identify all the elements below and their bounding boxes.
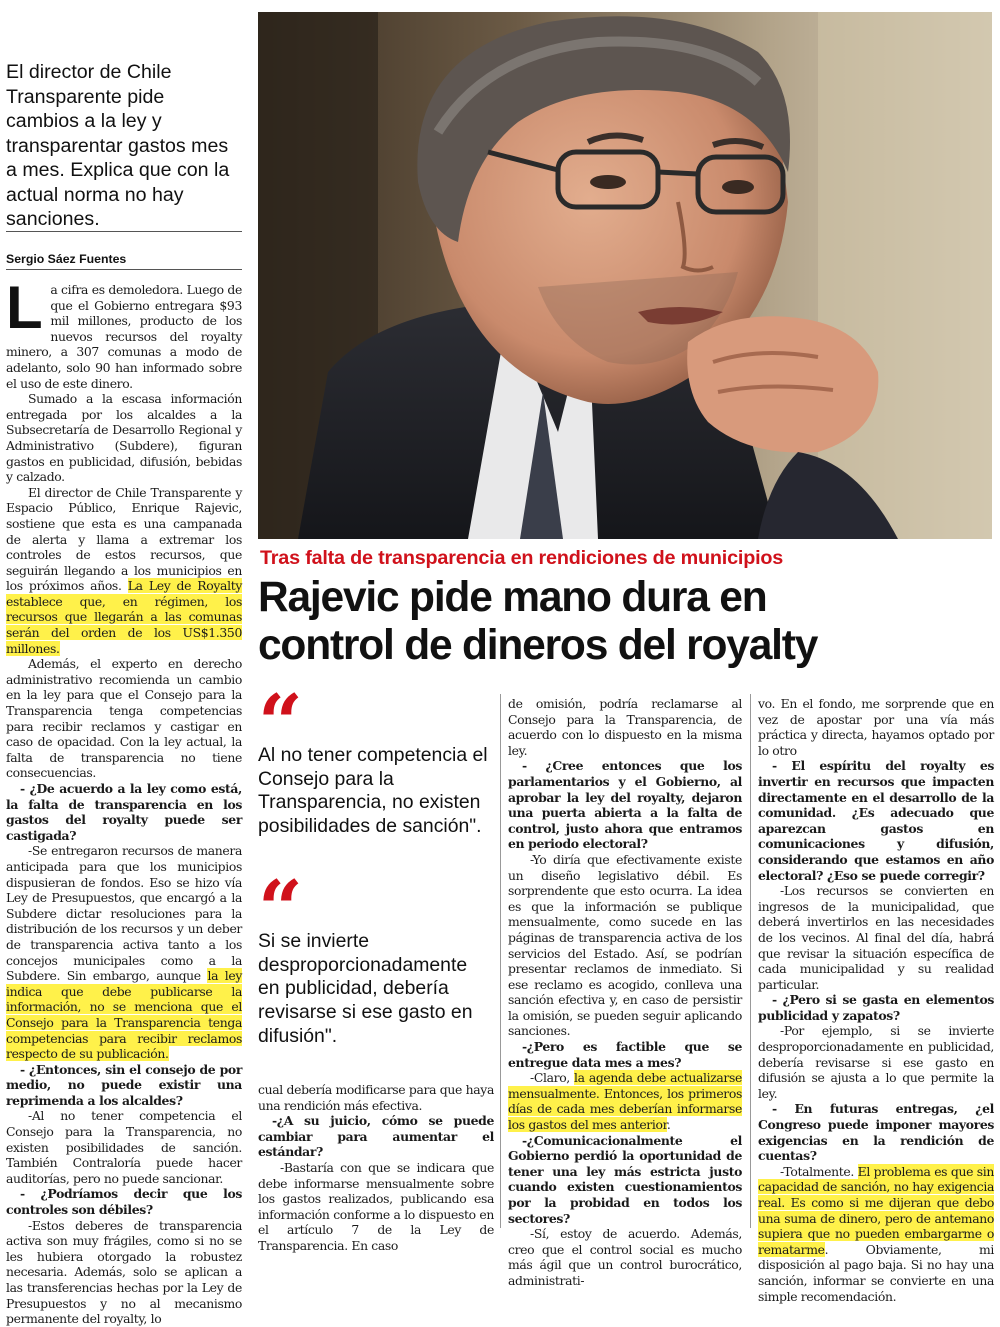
interview-answer: -Yo diría que efectivamente existe un diseño legislativo débil. Es sorprendente que esto ocurra. La idea es que la información se publique mensualmente, como sucede en las páginas de transparencia activa de los servicios del Estado. Así, se podrían presentar reclamos de inmediato. Si ese reclamo es acogido, conlleva una sanción efectiva y, en caso de persistir la omisión, se pueden seguir aplicando sanciones. <box>508 851 742 1039</box>
headline-line: Rajevic pide mano dura en <box>258 574 767 621</box>
paragraph: Además, el experto en derecho administrativo recomienda un cambio en la ley para que el Consejo para la Transparencia tenga competencias para recibir reclamos y castigar en caso de opacidad. Con la ley actual, la falta de transparencia no tiene consecuencias. <box>6 656 242 781</box>
highlighted-text: La Ley de Royalty establece que, en régimen, los recursos que llegarán a las comunas serán del orden de los US$1.350 millones. <box>6 578 242 656</box>
byline: Sergio Sáez Fuentes <box>6 252 127 266</box>
interview-question: - En futuras entregas, ¿el Congreso puede imponer mayores exigencias en la rendición de cuentas? <box>758 1101 994 1164</box>
pull-quote-text: Al no tener competencia el Consejo para la Transparencia, no existen posibilidades de sanción". <box>258 744 488 838</box>
interview-question: -¿Comunicacionalmente el Gobierno perdió la oportunidad de tener una ley más estricta justo cuando existen cuestionamientos por la probidad en todos los sectores? <box>508 1132 742 1226</box>
divider <box>6 269 242 270</box>
interview-answer: -Los recursos se convierten en ingresos de la municipalidad, que deberá invertirlos en las necesidades de los vecinos. Al final del día, habrá que revisar la situación específica de cada municipalidad y su realidad particular. <box>758 883 994 992</box>
interview-answer: -Sí, estoy de acuerdo. Además, creo que el control social es mucho más ágil que un control burocrático, administrati- <box>508 1226 742 1288</box>
interview-answer: -Al no tener competencia el Consejo para la Transparencia, no existen posibilidades de sanción. También Contraloría puede hacer auditorías, pero no puede sancionar. <box>6 1108 242 1186</box>
kicker: Tras falta de transparencia en rendiciones de municipios <box>260 547 784 569</box>
highlighted-text: la agenda debe actualizarse mensualmente. Entonces, los primeros días de cada mes deberían informarse los gastos del mes anterior <box>508 1070 742 1133</box>
interview-question: - ¿De acuerdo a la ley como está, la falta de transparencia en los gastos del royalty puede ser castigada? <box>6 781 242 843</box>
portrait-illustration <box>258 12 992 539</box>
article-column-4 <box>758 696 994 1304</box>
drop-cap: L <box>6 274 43 341</box>
highlighted-text: la ley indica que debe publicarse la información, no se menciona que el Consejo para la Transparencia tenga competencias para recibir reclamos respecto de su publicación. <box>6 968 243 1062</box>
interview-question: - ¿Podríamos decir que los controles son débiles? <box>6 1186 242 1218</box>
interview-answer: -Por ejemplo, si se invierte desproporcionadamente en publicidad, debería revisarse si ese gasto en difusión se ajusta a lo que permite la ley. <box>758 1023 994 1101</box>
interview-answer: -Claro, la agenda debe actualizarse mensualmente. Entonces, los primeros días de cada mes deberían informarse los gastos del mes anterior. <box>508 1070 742 1133</box>
article-column-1 <box>6 274 243 1327</box>
interview-question: - ¿Pero si se gasta en elementos publicidad y zapatos? <box>758 992 994 1023</box>
interview-answer: -Totalmente. El problema es que sin capacidad de sanción, no hay exigencia real. Es como si me dijeran que debo una suma de dinero, pero de antemano supiera que no pueden embargarme o rematarme. Obviamente, mi disposición al pago baja. Si no hay una sanción, informar se convierte en una simple recomendación. <box>758 1163 994 1304</box>
interview-question: -¿Pero es factible que se entregue data mes a mes? <box>508 1039 742 1070</box>
article-deck: El director de Chile Transparente pide cambios a la ley y transparentar gastos mes a mes. Explica que con la actual norma no hay sanciones. <box>6 61 230 230</box>
article-column-2 <box>258 1082 494 1254</box>
quote-mark-icon: “ <box>258 678 289 769</box>
headline <box>258 574 998 670</box>
article-column-3 <box>508 696 742 1289</box>
pull-quote-text: Si se invierte desproporcionadamente en publicidad, debería revisarse si ese gasto en difusión". <box>258 930 473 1047</box>
pull-quote <box>258 678 490 839</box>
column-divider <box>500 694 501 1228</box>
paragraph: de omisión, podría reclamarse al Consejo para la Transparencia, de acuerdo con lo dispuesto en la misma ley. <box>508 696 742 758</box>
portrait-photo <box>258 12 992 539</box>
paragraph: cual debería modificarse para que haya una rendición más efectiva. <box>258 1082 494 1113</box>
paragraph: vo. En el fondo, me sorprende que en vez de apostar por una vía más práctica y directa, hayamos optado por lo otro <box>758 696 994 758</box>
interview-question: - ¿Cree entonces que los parlamentarios y el Gobierno, al aprobar la ley del royalty, dejaron una puerta abierta a la falta de control, justo ahora que entramos en periodo electoral? <box>508 758 742 852</box>
quote-mark-icon: “ <box>258 864 289 955</box>
interview-question: - El espíritu del royalty es invertir en recursos que impacten directamente en el desarrollo de la comunidad. ¿Es adecuado que aparezcan gastos en comunicaciones y difusión, considerando que estamos en año electoral? ¿Eso se puede corregir? <box>758 758 994 883</box>
highlighted-text: El problema es que sin capacidad de sanción, no hay exigencia real. Es como si me dijeran que debo una suma de dinero, pero de antemano supiera que no pueden embargarme o rematarme <box>758 1163 994 1257</box>
interview-answer: -Estos deberes de transparencia activa son muy frágiles, como si no se les hubiera otorgado la robustez necesaria. Además, solo se aplican a las transferencias hechas por la Ley de Presupuestos y no al mecanismo permanente del royalty, lo <box>6 1217 242 1327</box>
interview-answer: -Se entregaron recursos de manera anticipada para que los municipios dispusieran de fondos. Eso se hizo vía Ley de Presupuestos, que encargó a la Subdere dictar resoluciones para la distribución de los recursos y un deber de transparencia activa tanto a los concejos municipales como a la Subdere. Sin embargo, aunque la ley indica que debe publicarse la información, no se menciona que el Consejo para la Transparencia tenga competencias para recibir reclamos respecto de su publicación. <box>6 843 243 1062</box>
pull-quote <box>258 864 490 1049</box>
interview-question: -¿A su juicio, cómo se puede cambiar para aumentar el estándar? <box>258 1113 494 1160</box>
column-divider <box>750 694 751 1228</box>
interview-answer: -Bastaría con que se indicara que debe informarse mensualmente sobre los gastos realizados, publicando esa información conforme a lo dispuesto en el artículo 7 de la Ley de Transparencia. En caso <box>258 1159 494 1253</box>
divider <box>6 231 242 232</box>
paragraph: La cifra es demoledora. Luego de que el Gobierno entregara $93 mil millones, producto de los nuevos recursos del royalty minero, a 307 comunas a modo de adelanto, solo 90 han informado sobre el uso de este dinero. <box>6 274 242 391</box>
paragraph: El director de Chile Transparente y Espacio Público, Enrique Rajevic, sostiene que esta es una campanada de alerta y llama a extremar los controles de estos recursos, que seguirán llegando a los municipios en los próximos años. La Ley de Royalty establece que, en régimen, los recursos que llegarán a las comunas serán del orden de los US$1.350 millones. <box>6 484 242 656</box>
headline-line: control de dineros del royalty <box>258 622 818 669</box>
interview-question: - ¿Entonces, sin el consejo de por medio, no puede existir una reprimenda a los alcaldes? <box>6 1061 242 1108</box>
paragraph: Sumado a la escasa información entregada por los alcaldes a la Subsecretaría de Desarrollo Regional y Administrativo (Subdere), figuran gastos en publicidad, difusión, bebidas y calzado. <box>6 391 242 485</box>
